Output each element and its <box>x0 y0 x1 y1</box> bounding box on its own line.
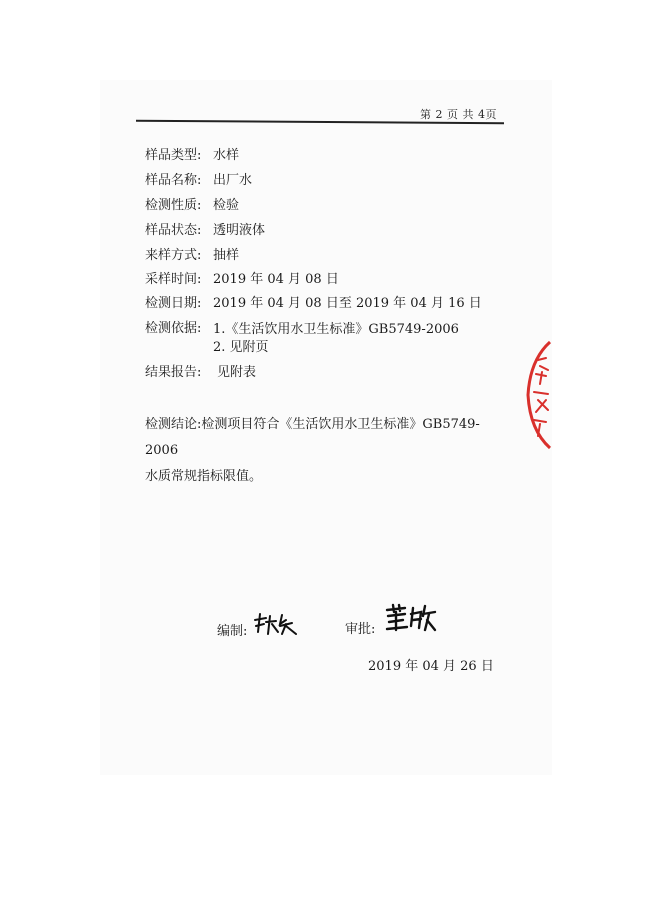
red-seal-icon <box>520 340 552 450</box>
field-value: 2019 年 04 月 08 日至 2019 年 04 月 16 日 <box>213 296 482 311</box>
field-test-nature <box>145 198 239 214</box>
page-indicator: 第 2 页 共 4页 <box>420 108 497 121</box>
field-test-basis <box>145 321 459 357</box>
field-label: 结果报告: <box>145 365 202 380</box>
field-value: 透明液体 <box>213 223 266 238</box>
field-sample-type <box>145 148 239 164</box>
field-label: 检测性质: <box>145 198 202 213</box>
approver-label: 审批: <box>345 622 376 637</box>
field-value: 2019 年 04 月 08 日 <box>213 272 339 287</box>
field-label: 样品类型: <box>145 148 202 163</box>
field-sampling-method <box>145 248 239 264</box>
field-label: 样品状态: <box>145 223 202 238</box>
field-result-report <box>145 365 256 381</box>
conclusion-line: 水质常规指标限值。 <box>145 469 263 484</box>
field-value <box>213 321 459 357</box>
conclusion-line: 检测结论:检测项目符合《生活饮用水卫生标准》GB5749-2006 <box>145 417 480 458</box>
approver-signature-icon <box>383 602 439 634</box>
field-value: 见附表 <box>217 365 257 380</box>
basis-line: 1.《生活饮用水卫生标准》GB5749-2006 <box>213 322 459 337</box>
field-label: 来样方式: <box>145 248 202 263</box>
field-sampling-time <box>145 272 339 288</box>
field-sample-name <box>145 173 252 189</box>
field-value: 抽样 <box>213 248 240 263</box>
compiler-label: 编制: <box>217 624 248 639</box>
field-label: 检测日期: <box>145 296 202 311</box>
field-label: 样品名称: <box>145 173 202 188</box>
basis-line: 2. 见附页 <box>213 340 269 355</box>
field-label: 采样时间: <box>145 272 202 287</box>
field-sample-state <box>145 223 265 239</box>
sign-date: 2019 年 04 月 26 日 <box>368 659 494 674</box>
field-value: 检验 <box>213 198 240 213</box>
field-value: 水样 <box>213 148 240 163</box>
field-test-date <box>145 296 482 312</box>
field-label: 检测依据: <box>145 321 202 336</box>
test-conclusion <box>145 412 505 490</box>
field-value: 出厂水 <box>213 173 253 188</box>
compiler-signature-icon <box>252 610 302 638</box>
